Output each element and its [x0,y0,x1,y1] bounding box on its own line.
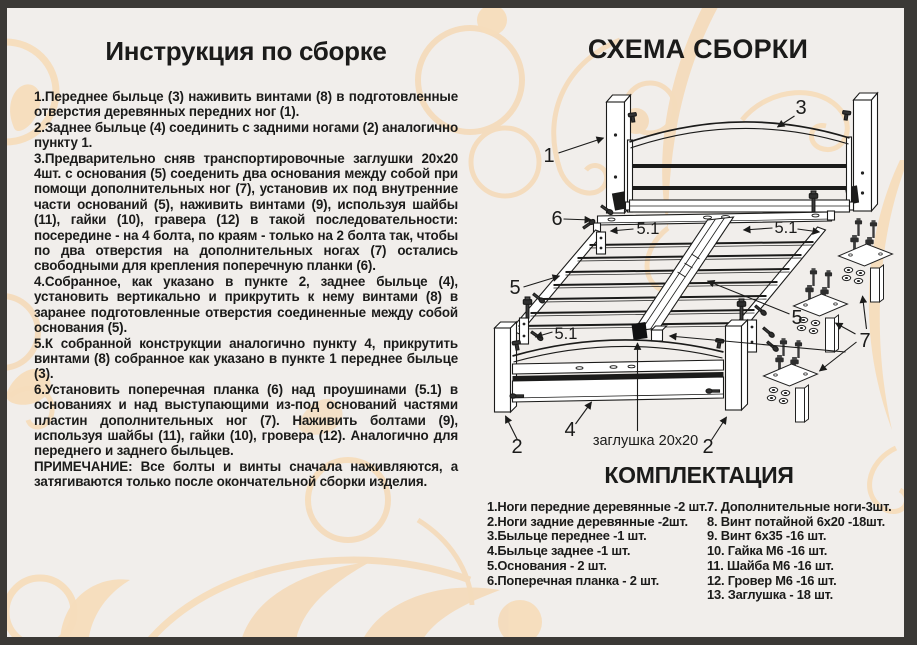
label-back-leg-left: 2 [511,436,523,458]
instruction-step-5: 5.К собранной конструкции аналогично пункту 4, прикрутить винтами (8) собранное как указано в пункте 1 переднее быльце (3). [34,335,458,382]
label-base-left: 5 [509,277,521,299]
instruction-step-2: 2.Заднее быльце (4) соединить с задними ногами (2) аналогично пункту 1. [34,119,458,151]
label-lug-left: 5.1 [636,220,660,238]
assembly-diagram [479,80,917,510]
headboard-drawing [600,93,877,216]
label-footboard: 4 [564,419,576,441]
parts-item: 10. Гайка М6 -16 шт. [707,543,828,559]
parts-item: 2.Ноги задние деревянные -2шт. [487,513,688,529]
label-base-right: 5 [791,307,803,329]
parts-item: 4.Быльце заднее -1 шт. [487,543,631,559]
label-lug-right: 5.1 [774,219,798,237]
parts-title: КОМПЛЕКТАЦИЯ [604,462,794,488]
label-extra-legs: 7 [859,330,871,352]
parts-column-left [487,500,707,603]
extra-leg-assembly [764,338,818,422]
label-back-leg-right: 2 [702,436,714,458]
parts-panel [487,462,911,603]
instruction-step-1: 1.Переднее быльце (3) наживить винтами (8) в подготовленные отверстия деревянных передних ног (1). [34,89,458,120]
parts-item: 7. Дополнительные ноги-3шт. [707,499,892,514]
instruction-step-6: 6.Установить поперечная планка (6) над проушинами (5.1) в основаниях и над выступающими из-под оснований частями пластин дополнительных ног (7). Наживить болтами (9), используя шайбы (11), гайки (10), гровера (12). Аналогично для переднего и заднего быльцев. [34,381,458,459]
page-frame-bottom [0,637,917,645]
parts-item: 12. Гровер М6 -16 шт. [707,572,837,588]
parts-item: 1.Ноги передние деревянные -2 шт. [487,499,708,514]
page-frame-right [904,0,917,645]
page-frame-top [0,0,917,8]
parts-column-right [707,500,911,603]
label-front-leg: 1 [543,145,555,167]
parts-item: 11. Шайба М6 -16 шт. [707,557,834,573]
instruction-step-4: 4.Собранное, как указано в пункте 2, заднее быльце (4), установить вертикально и прикрутить к нему винтами (8) в заранее подготовленные отверстия соединенные между собой основания (5). [34,273,458,336]
label-cross-plank: 6 [551,208,563,230]
parts-item: 13. Заглушка - 18 шт. [707,587,834,603]
parts-item: 6.Поперечная планка - 2 шт. [487,572,659,588]
diagram-title: СХЕМА СБОРКИ [587,34,809,64]
instructions-body [34,89,458,490]
page-frame-left [0,0,7,645]
label-headboard: 3 [795,97,807,119]
instruction-step-3: 3.Предварительно сняв транспортировочные заглушки 20х20 4шт. с основания (5) соеденить два основания между собой при помощи дополнительных ног (7), установив их под внутренние части оснований (5), наживить винтами (9), используя шайбы (11), гайки (10), гравера (12) в такой последовательности: посередине - на 4 болта, по краям - только на 2 болта так, чтобы по два отверстия на дополнительных ногах (7) остались свободными для крепления поперечную планки (6). [34,150,458,274]
label-plug-note: заглушка 20х20 [592,433,699,449]
label-lug-bottom: 5.1 [554,325,578,343]
parts-item: 5.Основания - 2 шт. [487,557,607,573]
instructions-panel [34,36,458,490]
instructions-title: Инструкция по сборке [105,36,387,66]
parts-item: 3.Быльце переднее -1 шт. [487,528,647,544]
extra-leg-assembly [839,218,893,302]
parts-item: 9. Винт 6х35 -16 шт. [707,528,827,544]
instruction-note: ПРИМЕЧАНИЕ: Все болты и винты сначала наживляются, а затягиваются только после окончательной сборки изделия. [34,458,458,490]
parts-item: 8. Винт потайной 6х20 -18шт. [707,513,885,529]
